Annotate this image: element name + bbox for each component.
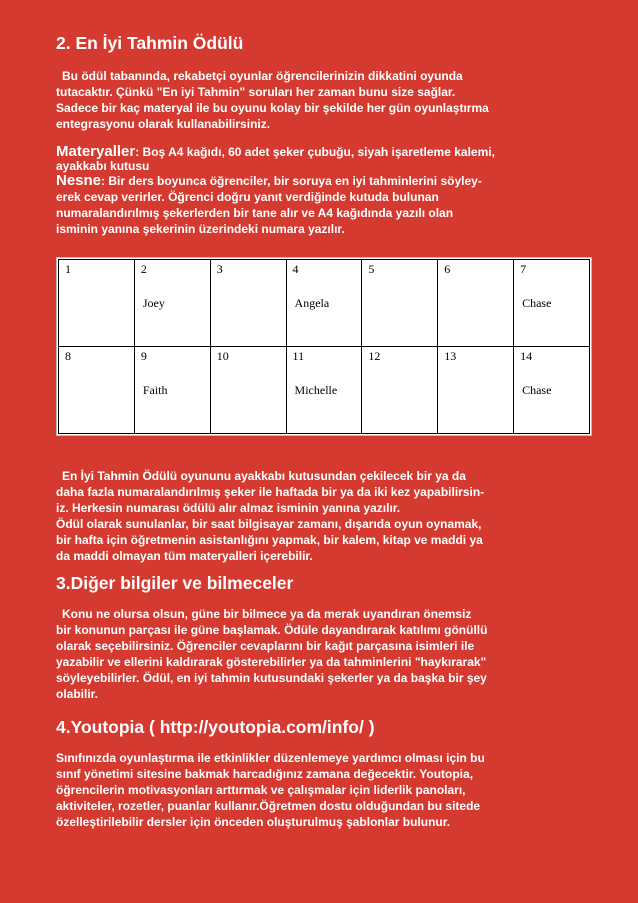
object-line: isminin yanına şekerinin üzerindeki numara yazılır. <box>56 222 345 236</box>
table-cell: 3 <box>210 260 286 347</box>
section2-intro <box>56 68 590 132</box>
section3-line: yazabilir ve ellerini kaldırarak gösterebilirler ya da tahminlerini "haykırarak" <box>56 655 487 669</box>
section4-line: sınıf yönetimi sitesine bakmak harcadığınız zamana değecektir. Youtopia, <box>56 767 474 781</box>
table-cell: 5 <box>362 260 438 347</box>
table-cell: 9 Faith <box>134 347 210 434</box>
table-cell: 14 Chase <box>514 347 590 434</box>
section2-after <box>56 468 590 564</box>
intro-line: tutacaktır. Çünkü "En iyi Tahmin" soruları her zaman bunu size sağlar. <box>56 85 456 99</box>
document-page <box>56 32 590 830</box>
section3-line: Konu ne olursa olsun, güne bir bilmece ya da merak uyandıran önemsiz <box>62 607 472 621</box>
candy-number-table <box>58 259 590 434</box>
after-line: daha fazla numaralandırılmış şeker ile haftada bir ya da iki kez yapabilirsin- <box>56 485 485 499</box>
after-line: bir hafta için öğretmenin asistanlığını yapmak, bir kalem, kitap ve maddi ya <box>56 533 483 547</box>
after-line: Ödül olarak sunulanlar, bir saat bilgisayar zamanı, dışarıda oyun oynamak, <box>56 517 482 531</box>
object-line: numaralandırılmış şekerlerden bir tane alır ve A4 kağıdında yazılı olan <box>56 206 454 220</box>
after-line: da maddi olmayan tüm materyalleri içerebilir. <box>56 549 313 563</box>
intro-line: Sadece bir kaç materyal ile bu oyunu kolay bir şekilde her gün oyunlaştırma <box>56 101 489 115</box>
table-cell: 13 <box>438 347 514 434</box>
section3-heading: 3.Diğer bilgiler ve bilmeceler <box>56 573 294 593</box>
object-label: Nesne <box>56 172 102 189</box>
table-cell: 12 <box>362 347 438 434</box>
table-row <box>59 260 590 347</box>
section4-body <box>56 750 590 830</box>
materials-label: Materyaller <box>56 143 136 160</box>
table-cell: 2 Joey <box>134 260 210 347</box>
section3-line: olarak seçebilirsiniz. Öğrenciler cevaplarını bir kağıt parçasına isimleri ile <box>56 639 475 653</box>
table-cell: 8 <box>59 347 135 434</box>
section3-body <box>56 606 590 702</box>
table-cell: 7 Chase <box>514 260 590 347</box>
section3-line: söyleyebilirler. Ödül, en iyi tahmin kutusundaki şekerler ya da başka bir şey <box>56 671 487 685</box>
table-cell: 4 Angela <box>286 260 362 347</box>
intro-line: Bu ödül tabanında, rekabetçi oyunlar öğrencilerinizin dikkatini oyunda <box>62 69 463 83</box>
after-line: iz. Herkesin numarası ödülü alır almaz isminin yanına yazılır. <box>56 501 401 515</box>
section3-line: olabilir. <box>56 687 99 701</box>
table-cell: 10 <box>210 347 286 434</box>
section4-line: aktiviteler, rozetler, puanlar kullanır.Öğretmen dostu olduğundan bu sitede <box>56 799 481 813</box>
table-row <box>59 347 590 434</box>
object-line: : Bir ders boyunca öğrenciler, bir soruya en iyi tahminlerini söyley- <box>101 174 482 188</box>
table-cell: 6 <box>438 260 514 347</box>
table-cell: 1 <box>59 260 135 347</box>
section4-heading: 4.Youtopia ( http://youtopia.com/info/ ) <box>56 717 375 737</box>
after-line: En İyi Tahmin Ödülü oyununu ayakkabı kutusundan çekilecek bir ya da <box>62 469 466 483</box>
section4-line: özelleştirilebilir dersler için önceden oluşturulmuş şablonlar bulunur. <box>56 815 451 829</box>
section4-line: öğrencilerin motivasyonları arttırmak ve çalışmalar için liderlik panoları, <box>56 783 466 797</box>
object-block <box>56 173 590 237</box>
materials-block <box>56 144 590 173</box>
materials-text: : Boş A4 kağıdı, 60 adet şeker çubuğu, siyah işaretleme kalemi, <box>135 145 495 159</box>
section4-line: Sınıfınızda oyunlaştırma ile etkinlikler düzenlemeye yardımcı olması için bu <box>56 751 485 765</box>
materials-text-2: ayakkabı kutusu <box>56 159 150 173</box>
intro-line: entegrasyonu olarak kullanabilirsiniz. <box>56 117 271 131</box>
object-line: erek cevap verirler. Öğrenci doğru yanıt verdiğinde kutuda bulunan <box>56 190 439 204</box>
candy-table-image <box>56 257 592 436</box>
table-cell: 11 Michelle <box>286 347 362 434</box>
section3-line: bir konunun parçası ile güne başlamak. Ödüle dayandırarak katılımı gönüllü <box>56 623 488 637</box>
section2-heading: 2. En İyi Tahmin Ödülü <box>56 33 244 53</box>
